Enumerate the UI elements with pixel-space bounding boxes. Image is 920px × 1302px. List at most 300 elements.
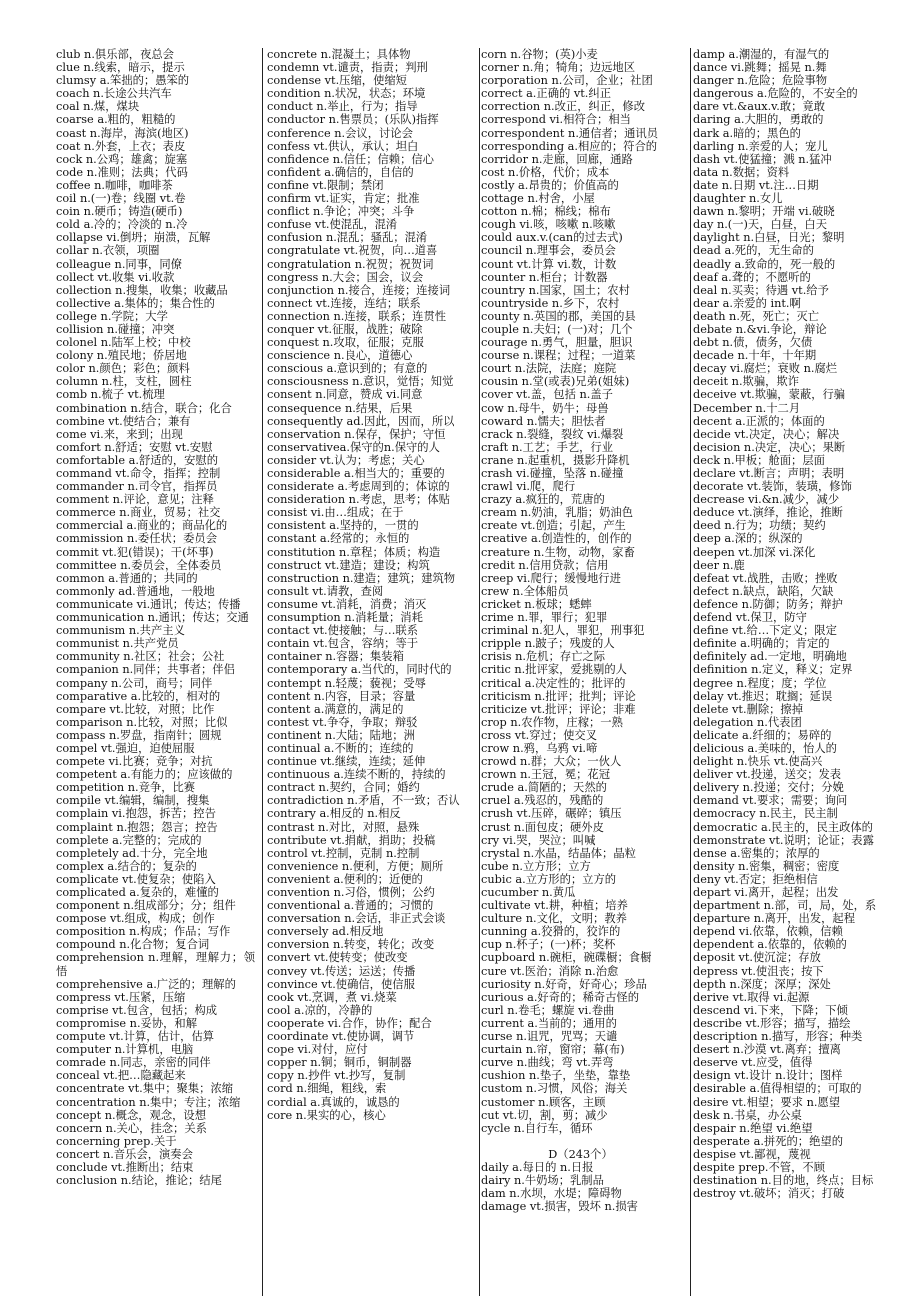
vocabulary-entry: companion n.同伴；共事者；伴侣 <box>56 663 235 677</box>
vocabulary-entry: could aux.v.(can的过去式) <box>481 231 623 245</box>
vocabulary-entry: concentrate vt.集中；聚集；浓缩 <box>56 1082 234 1096</box>
vocabulary-entry: control vt.控制，克制 n.控制 <box>267 846 420 860</box>
vocabulary-entry: danger n.危险；危险事物 <box>693 74 828 88</box>
vocabulary-entry: depth n.深度；深厚；深处 <box>693 977 831 991</box>
vocabulary-entry: corridor n.走廊，回廊，通路 <box>481 152 633 166</box>
vocabulary-entry: contradiction n.矛盾，不一致；否认 <box>267 794 460 808</box>
vocabulary-entry: dairy n.牛奶场；乳制品 <box>481 1173 604 1187</box>
vocabulary-entry: contain vt.包含，容纳；等于 <box>267 637 419 651</box>
vocabulary-entry: deepen vt.加深 vi.深化 <box>693 545 816 559</box>
vocabulary-entry: create vt.创造；引起，产生 <box>481 519 626 533</box>
vocabulary-entry: destination n.目的地，终点；目标 <box>693 1174 874 1188</box>
vocabulary-entry: country n.国家，国土；农村 <box>481 283 630 297</box>
vocabulary-entry: count vt.计算 vi.数，计数 <box>481 257 617 271</box>
vocabulary-entry: consent n.同意，赞成 vi.同意 <box>267 388 423 402</box>
vocabulary-entry: comparison n.比较，对照；比似 <box>56 715 228 729</box>
vocabulary-entry: copper n.铜；铜币，铜制器 <box>267 1056 412 1070</box>
vocabulary-entry: custom n.习惯，风俗；海关 <box>481 1082 628 1096</box>
vocabulary-entry: deck n.甲板；舱面；层面 <box>693 453 825 467</box>
vocabulary-entry: crazy a.疯狂的，荒唐的 <box>481 493 605 507</box>
vocabulary-entry: confident a.确信的，自信的 <box>267 165 414 179</box>
vocabulary-entry: decade n.十年，十年期 <box>693 349 817 363</box>
vocabulary-entry: crane n.起重机，摄影升降机 <box>481 453 630 467</box>
column-divider <box>262 48 263 1296</box>
vocabulary-entry: contact vt.使接触；与…联系 <box>267 624 419 638</box>
vocabulary-entry: cow n.母牛，奶牛；母兽 <box>481 401 609 415</box>
vocabulary-entry: dead a.死的，无生命的 <box>693 244 814 258</box>
vocabulary-entry: coin n.硬币；铸造(硬币) <box>56 205 183 219</box>
vocabulary-entry: deliver vt.投递，送交；发表 <box>693 768 842 782</box>
vocabulary-entry: decision n.决定，决心；果断 <box>693 440 846 454</box>
vocabulary-entry: culture n.文化，文明；教养 <box>481 912 627 926</box>
vocabulary-entry: correct a.正确的 vt.纠正 <box>481 87 611 101</box>
vocabulary-entry: consume vt.消耗，消费；消灭 <box>267 597 427 611</box>
vocabulary-entry: complete a.完整的；完成的 <box>56 833 202 847</box>
vocabulary-entry: convenience n.便利，方便；厕所 <box>267 859 444 873</box>
vocabulary-entry: corresponding a.相应的；符合的 <box>481 139 658 153</box>
vocabulary-entry: curiosity n.好奇，好奇心；珍品 <box>481 977 647 991</box>
vocabulary-entry: conference n.会议，讨论会 <box>267 126 413 140</box>
vocabulary-entry: defect n.缺点，缺陷，欠缺 <box>693 584 834 598</box>
vocabulary-entry: commit vt.犯(错误)；干(坏事) <box>56 545 214 559</box>
vocabulary-entry: college n.学院；大学 <box>56 309 168 323</box>
vocabulary-entry: daylight n.白昼，日光；黎明 <box>693 231 845 245</box>
vocabulary-entry: conclude vt.推断出；结束 <box>56 1160 194 1174</box>
vocabulary-entry: death n.死，死亡；灭亡 <box>693 309 820 323</box>
vocabulary-entry: descend vi.下来，下降；下倾 <box>693 1003 848 1017</box>
vocabulary-entry: cultivate vt.耕，种植；培养 <box>481 899 628 913</box>
vocabulary-entry: define vt.给…下定义；限定 <box>693 624 837 638</box>
vocabulary-column-2 <box>259 48 472 1296</box>
vocabulary-entry: dark a.暗的；黑色的 <box>693 126 801 140</box>
vocabulary-entry: cup n.杯子；(一)杯；奖杯 <box>481 938 616 952</box>
vocabulary-entry: congratulate vt.祝贺，向…道喜 <box>267 244 438 258</box>
vocabulary-entry: continual a.不断的；连续的 <box>267 741 414 755</box>
vocabulary-entry: cope vi.对付，应付 <box>267 1043 368 1057</box>
vocabulary-entry: compel vt.强迫，迫使屈服 <box>56 741 195 755</box>
vocabulary-entry: compass n.罗盘，指南针；圆规 <box>56 728 222 742</box>
vocabulary-entry: debt n.债，债务，欠债 <box>693 336 813 350</box>
vocabulary-entry: complicate vt.使复杂；使陷入 <box>56 872 216 886</box>
vocabulary-entry: demand vt.要求；需要；询问 <box>693 794 848 808</box>
vocabulary-entry: container n.容器；集装箱 <box>267 650 404 664</box>
vocabulary-entry: despite prep.不管，不顾 <box>693 1160 825 1174</box>
vocabulary-entry: conservation n.保存，保护；守恒 <box>267 427 446 441</box>
vocabulary-entry: design vt.设计 n.设计；图样 <box>693 1069 843 1083</box>
vocabulary-column-3 <box>472 48 684 1296</box>
vocabulary-entry: concerning prep.关于 <box>56 1134 177 1148</box>
vocabulary-entry: communicate vi.通讯；传达；传播 <box>56 597 241 611</box>
vocabulary-entry: curtain n.帘，窗帘；幕(布) <box>481 1043 625 1057</box>
vocabulary-entry: compose vt.组成，构成；创作 <box>56 912 215 926</box>
vocabulary-entry: deduce vt.演绎，推论，推断 <box>693 506 843 520</box>
vocabulary-entry: clumsy a.笨拙的；愚笨的 <box>56 74 190 88</box>
vocabulary-entry: coat n.外套，上衣；表皮 <box>56 139 186 153</box>
vocabulary-entry: data n.数据；资料 <box>693 165 790 179</box>
vocabulary-entry: desperate a.拼死的；绝望的 <box>693 1134 843 1148</box>
vocabulary-entry: county n.英国的郡，美国的县 <box>481 309 636 323</box>
vocabulary-entry: consequence n.结果，后果 <box>267 401 413 415</box>
vocabulary-entry: coffee n.咖啡，咖啡茶 <box>56 178 173 192</box>
vocabulary-entry: coarse a.粗的，粗糙的 <box>56 113 176 127</box>
vocabulary-entry: cruel a.残忍的，残酷的 <box>481 794 604 808</box>
vocabulary-entry: conduct n.举止，行为；指导 <box>267 100 418 114</box>
vocabulary-entry: complain vi.抱怨，拆苦；控告 <box>56 807 216 821</box>
vocabulary-entry: convention n.习俗，惯例；公约 <box>267 886 435 899</box>
vocabulary-entry: collision n.碰撞；冲突 <box>56 322 175 336</box>
vocabulary-entry: consideration n.考虑，思考；体贴 <box>267 493 450 507</box>
vocabulary-entry: copy n.抄件 vt.抄写，复制 <box>267 1069 406 1083</box>
vocabulary-entry: despise vt.鄙视，蔑视 <box>693 1147 811 1161</box>
vocabulary-entry: crop n.农作物，庄稼；一熟 <box>481 715 623 729</box>
vocabulary-entry: conclusion n.结论，推论；结尾 <box>56 1174 222 1188</box>
vocabulary-entry: craft n.工艺；手艺，行业 <box>481 440 614 454</box>
vocabulary-entry: daring a.大胆的，勇敢的 <box>693 113 824 127</box>
vocabulary-entry: cubic a.立方形的；立方的 <box>481 872 617 886</box>
vocabulary-entry: delight n.快乐 vt.使高兴 <box>693 755 823 769</box>
vocabulary-entry: constant a.经常的；永恒的 <box>267 532 410 546</box>
vocabulary-entry: crew n.全体船员 <box>481 584 569 598</box>
vocabulary-entry: defend vt.保卫，防守 <box>693 611 807 625</box>
vocabulary-entry: compile vt.编辑，编制，搜集 <box>56 794 210 808</box>
vocabulary-entry: cupboard n.碗柜，碗碟橱；食橱 <box>481 951 652 965</box>
vocabulary-entry: description n.描写，形容；种类 <box>693 1030 863 1044</box>
vocabulary-entry: content a.满意的，满足的 <box>267 702 404 716</box>
vocabulary-entry: comprehensive a.广泛的；理解的 <box>56 977 236 991</box>
vocabulary-entry: combination n.结合，联合；化合 <box>56 401 232 415</box>
vocabulary-entry: credit n.信用贷款；信用 <box>481 558 609 572</box>
vocabulary-entry: commercial a.商业的；商品化的 <box>56 519 228 533</box>
vocabulary-entry: consist vi.由…组成；在于 <box>267 506 404 520</box>
vocabulary-entry: club n.俱乐部，夜总会 <box>56 48 174 61</box>
vocabulary-entry: comrade n.同志，亲密的同伴 <box>56 1056 211 1070</box>
vocabulary-entry: definitely ad.一定地，明确地 <box>693 650 847 664</box>
vocabulary-entry: commission n.委任状；委员会 <box>56 532 217 546</box>
vocabulary-entry: comb n.梳子 vt.梳理 <box>56 388 165 402</box>
vocabulary-entry: creative a.创造性的，创作的 <box>481 532 632 546</box>
vocabulary-entry: conductor n.售票员；(乐队)指挥 <box>267 113 439 127</box>
vocabulary-entry: convince vt.使确信，使信服 <box>267 977 415 991</box>
vocabulary-entry: despair n.绝望 vi.绝望 <box>693 1121 813 1135</box>
vocabulary-entry: continue vt.继续，连续；延伸 <box>267 755 426 769</box>
vocabulary-entry: costly a.昂贵的；价值高的 <box>481 178 619 192</box>
vocabulary-entry: component n.组成部分；分；组件 <box>56 899 236 913</box>
vocabulary-entry: cool a.凉的，冷静的 <box>267 1003 373 1017</box>
vocabulary-entry: colonel n.陆军上校；中校 <box>56 336 191 350</box>
vocabulary-entry: date n.日期 vt.注…日期 <box>693 178 819 192</box>
vocabulary-entry: conventional a.普通的；习惯的 <box>267 899 434 913</box>
vocabulary-entry: cover vt.盖，包括 n.盖子 <box>481 388 613 402</box>
vocabulary-entry: collect vt.收集 vi.收款 <box>56 270 175 284</box>
vocabulary-entry: customer n.顾客，主顾 <box>481 1095 606 1109</box>
vocabulary-entry: cost n.价格，代价；成本 <box>481 165 610 179</box>
vocabulary-entry: damage vt.损害，毁坏 n.损害 <box>481 1200 638 1214</box>
vocabulary-entry: concern n.关心，挂念；关系 <box>56 1121 207 1135</box>
vocabulary-entry: describe vt.形容；描写，描绘 <box>693 1016 851 1030</box>
vocabulary-entry: desirable a.值得相望的；可取的 <box>693 1082 862 1096</box>
vocabulary-entry: company n.公司，商号；同伴 <box>56 676 213 690</box>
vocabulary-entry: corn n.谷物；(英)小麦 <box>481 48 598 61</box>
vocabulary-entry: contrast n.对比，对照，悬殊 <box>267 820 420 834</box>
vocabulary-entry: conquer vt.征服，战胜；破除 <box>267 322 423 336</box>
vocabulary-entry: consciousness n.意识，觉悟；知觉 <box>267 375 454 389</box>
vocabulary-entry: crisis n.危机；存亡之际 <box>481 650 606 664</box>
vocabulary-entry: collapse vi.倒坍；崩溃，瓦解 <box>56 231 211 245</box>
vocabulary-entry: dare vt.&aux.v.敢；竟敢 <box>693 100 826 114</box>
vocabulary-entry: damp a.潮湿的，有湿气的 <box>693 48 830 61</box>
vocabulary-entry: destroy vt.破坏；消灭；打破 <box>693 1187 845 1201</box>
vocabulary-entry: desert n.沙漠 vt.离弃；擅离 <box>693 1043 841 1057</box>
vocabulary-entry: conversely ad.相反地 <box>267 925 384 939</box>
vocabulary-entry: departure n.离开，出发，起程 <box>693 912 856 926</box>
vocabulary-entry: creep vi.爬行；缓慢地行进 <box>481 571 621 585</box>
vocabulary-entry: considerate a.考虑周到的；体谅的 <box>267 480 450 494</box>
vocabulary-entry: collar n.衣领，项圈 <box>56 244 160 258</box>
vocabulary-entry: concentration n.集中；专注；浓缩 <box>56 1095 241 1109</box>
vocabulary-entry: conscious a.意识到的；有意的 <box>267 362 428 376</box>
vocabulary-entry: clue n.线索，暗示，提示 <box>56 61 185 75</box>
vocabulary-entry: defence n.防御；防务；辩护 <box>693 597 843 611</box>
vocabulary-entry: cord n.细绳，粗线，索 <box>267 1082 387 1096</box>
vocabulary-entry: creature n.生物，动物，家畜 <box>481 545 635 559</box>
vocabulary-entry: declare vt.断言；声明；表明 <box>693 467 845 480</box>
vocabulary-entry: corporation n.公司，企业；社团 <box>481 74 653 88</box>
vocabulary-entry: conservativea.保守的n.保守的人 <box>267 440 440 454</box>
vocabulary-entry: complex a.结合的；复杂的 <box>56 859 197 873</box>
vocabulary-entry: concept n.概念，观念，设想 <box>56 1108 207 1122</box>
vocabulary-entry: consider vt.认为；考虑；关心 <box>267 453 425 467</box>
vocabulary-entry: depend vi.依靠，依赖，信赖 <box>693 925 843 939</box>
section-heading: D（243个） <box>548 1147 613 1161</box>
vocabulary-entry: desire vt.相望；要求 n.愿望 <box>693 1095 841 1109</box>
vocabulary-entry: cripple n.跛子；残废的人 <box>481 637 615 651</box>
vocabulary-entry: confusion n.混乱；骚乱；混淆 <box>267 231 428 245</box>
vocabulary-entry: delicate a.纤细的；易碎的 <box>693 728 832 742</box>
vocabulary-entry: code n.准则；法典；代码 <box>56 165 188 179</box>
vocabulary-entry: communist n.共产党员 <box>56 637 179 651</box>
vocabulary-entry: daily a.每日的 n.日报 <box>481 1160 594 1174</box>
vocabulary-entry: consumption n.消耗量；消耗 <box>267 611 423 625</box>
vocabulary-entry: dear a.亲爱的 int.啊 <box>693 296 801 310</box>
vocabulary-entry: court n.法院，法庭；庭院 <box>481 362 617 376</box>
vocabulary-entry: convenient a.便利的；近便的 <box>267 872 423 886</box>
vocabulary-entry: cube n.立方形；立方 <box>481 859 591 873</box>
vocabulary-entry: defeat vt.战胜，击败；挫败 <box>693 571 838 585</box>
vocabulary-entry: convey vt.传送；运送；传播 <box>267 964 416 978</box>
vocabulary-entry: decrease vi.&n.减少，减少 <box>693 493 840 507</box>
vocabulary-entry: dance vi.跳舞；摇晃 n.舞 <box>693 61 827 75</box>
vocabulary-entry: commander n.司令官，指挥员 <box>56 480 218 494</box>
vocabulary-entry: decide vt.决定，决心；解决 <box>693 427 840 441</box>
vocabulary-entry: cock n.公鸡；雄禽；旋塞 <box>56 152 188 166</box>
vocabulary-entry: congratulation n.祝贺；祝贺词 <box>267 257 434 271</box>
vocabulary-entry: corner n.角；犄角；边远地区 <box>481 61 636 75</box>
vocabulary-entry: conceal vt.把…隐藏起来 <box>56 1069 186 1083</box>
vocabulary-entry: contribute vt.捐献，捐助；投稿 <box>267 833 436 847</box>
vocabulary-entry: connection n.连接，联系；连贯性 <box>267 309 447 323</box>
vocabulary-entry: depart vi.离开，起程；出发 <box>693 886 839 899</box>
vocabulary-entry: crack n.裂缝，裂纹 vi.爆裂 <box>481 427 624 441</box>
vocabulary-entry: contract n.契约，合同；婚约 <box>267 781 420 795</box>
vocabulary-entry: composition n.构成；作品；写作 <box>56 925 231 939</box>
vocabulary-entry: council n.理事会，委员会 <box>481 244 616 258</box>
vocabulary-entry: delivery n.投递；交付；分娩 <box>693 781 844 795</box>
vocabulary-entry: deer n.鹿 <box>693 558 745 572</box>
vocabulary-entry: complicated a.复杂的，难懂的 <box>56 886 219 899</box>
vocabulary-entry: dense a.密集的；浓厚的 <box>693 846 820 860</box>
vocabulary-entry: conversion n.转变，转化；改变 <box>267 938 435 952</box>
vocabulary-entry: crown n.王冠，冕；花冠 <box>481 768 611 782</box>
vocabulary-entry: debate n.&vi.争论，辩论 <box>693 322 827 336</box>
vocabulary-entry: compromise n.妥协，和解 <box>56 1016 198 1030</box>
vocabulary-entry: contempt n.轻蔑；藐视；受辱 <box>267 676 426 690</box>
vocabulary-entry: crust n.面包皮；硬外皮 <box>481 820 604 834</box>
vocabulary-entry: cushion n.垫子，坐垫，靠垫 <box>481 1069 631 1083</box>
vocabulary-entry: confess vt.供认，承认；坦白 <box>267 139 419 153</box>
vocabulary-entry: deadly a.致命的，死一般的 <box>693 257 836 271</box>
vocabulary-entry: completely ad.十分，完全地 <box>56 846 208 860</box>
vocabulary-entry: counter n.柜台；计数器 <box>481 270 608 284</box>
vocabulary-entry: computer n.计算机，电脑 <box>56 1043 194 1057</box>
vocabulary-entry: decay vi.腐烂；衰败 n.腐烂 <box>693 362 838 376</box>
vocabulary-entry: derive vt.取得 vi.起源 <box>693 990 810 1004</box>
vocabulary-entry: comprise vt.包含，包括；构成 <box>56 1003 218 1017</box>
vocabulary-entry: cricket n.板球；蟋蟀 <box>481 597 592 611</box>
vocabulary-entry: coil n.(一)卷；线圈 vt.卷 <box>56 192 186 206</box>
vocabulary-entry: consistent a.坚持的，一贯的 <box>267 519 419 533</box>
vocabulary-entry: cream n.奶油，乳脂；奶油色 <box>481 506 633 520</box>
vocabulary-entry: commonly ad.普通地，一般地 <box>56 584 215 598</box>
vocabulary-entry: compute vt.计算，估计，估算 <box>56 1030 215 1044</box>
vocabulary-entry: deal n.买卖；待遇 vt.给予 <box>693 283 829 297</box>
vocabulary-entry: crash vi.碰撞，坠落 n.碰撞 <box>481 467 624 480</box>
vocabulary-entry: dam n.水坝，水堤；障碍物 <box>481 1187 622 1201</box>
vocabulary-entry: degree n.程度；度；学位 <box>693 676 827 690</box>
vocabulary-entry: desk n.书桌，办公桌 <box>693 1108 802 1122</box>
vocabulary-entry: countryside n.乡下，农村 <box>481 296 620 310</box>
vocabulary-entry: deceit n.欺骗，欺诈 <box>693 375 800 389</box>
vocabulary-entry: competition n.竞争，比赛 <box>56 781 196 795</box>
vocabulary-page <box>56 48 906 1296</box>
vocabulary-entry: command vt.命令，指挥；控制 <box>56 467 221 480</box>
vocabulary-entry: December n.十二月 <box>693 401 801 415</box>
vocabulary-entry: deserve vt.应受，值得 <box>693 1056 813 1070</box>
vocabulary-entry: crowd n.群；大众；一伙人 <box>481 755 622 769</box>
vocabulary-entry: convert vt.使转变；使改变 <box>267 951 408 965</box>
vocabulary-entry: crude a.简陋的；天然的 <box>481 781 607 795</box>
vocabulary-entry: come vi.来，来到；出现 <box>56 427 183 441</box>
vocabulary-entry: criticize vt.批评；评论；非难 <box>481 702 636 716</box>
vocabulary-entry: cycle n.自行车，循环 <box>481 1121 593 1135</box>
vocabulary-entry: construction n.建造；建筑；建筑物 <box>267 571 456 585</box>
vocabulary-entry: coach n.长途公共汽车 <box>56 87 172 101</box>
vocabulary-entry: definition n.定义，释义；定界 <box>693 663 853 677</box>
vocabulary-entry: cooperate vi.合作，协作；配合 <box>267 1016 432 1030</box>
vocabulary-entry: decent a.正派的；体面的 <box>693 414 825 428</box>
vocabulary-entry: constitution n.章程；体质；构造 <box>267 545 441 559</box>
vocabulary-entry: complaint n.抱怨；怨言；控告 <box>56 820 218 834</box>
vocabulary-entry: coast n.海岸，海滨(地区) <box>56 126 189 140</box>
vocabulary-entry: coward n.懦夫；胆怯者 <box>481 414 606 428</box>
vocabulary-entry: communication n.通讯；传达；交通 <box>56 611 249 625</box>
vocabulary-entry: deaf a.聋的；不愿听的 <box>693 270 811 284</box>
vocabulary-entry: decorate vt.装饰，装璜，修饰 <box>693 480 852 494</box>
vocabulary-entry: cotton n.棉；棉线；棉布 <box>481 205 611 219</box>
vocabulary-entry: crush vt.压碎，碾碎；镇压 <box>481 807 622 821</box>
vocabulary-entry: considerable a.相当大的；重要的 <box>267 467 445 480</box>
vocabulary-entry: deposit vt.使沉淀；存放 <box>693 951 821 965</box>
vocabulary-entry: delicious a.美味的，怡人的 <box>693 741 837 755</box>
vocabulary-entry: curse n.诅咒，咒骂；天谴 <box>481 1030 618 1044</box>
vocabulary-entry: curve n.曲线；弯 vt.弄弯 <box>481 1056 614 1070</box>
vocabulary-entry: communism n.共产主义 <box>56 624 185 638</box>
vocabulary-entry: condition n.状况，状态；环境 <box>267 87 426 101</box>
vocabulary-entry: demonstrate vt.说明；论证；表露 <box>693 833 874 847</box>
vocabulary-entry: consult vt.请教，查阅 <box>267 584 384 598</box>
vocabulary-entry: democracy n.民主，民主制 <box>693 807 838 821</box>
vocabulary-entry: conjunction n.接合，连接；连接词 <box>267 283 451 297</box>
vocabulary-entry: contest vt.争夺，争取；辩驳 <box>267 715 418 729</box>
vocabulary-entry: confine vt.限制；禁闭 <box>267 178 384 192</box>
vocabulary-entry: dependent a.依靠的，依赖的 <box>693 938 847 952</box>
vocabulary-column-1 <box>56 48 259 1296</box>
vocabulary-entry: dangerous a.危险的，不安全的 <box>693 87 858 101</box>
vocabulary-entry: cry vi.哭，哭泣；叫喊 <box>481 833 596 847</box>
vocabulary-entry: course n.课程；过程；一道菜 <box>481 349 636 363</box>
vocabulary-entry: commerce n.商业，贸易；社交 <box>56 506 221 520</box>
vocabulary-entry: conquest n.攻取，征服；克服 <box>267 336 424 350</box>
vocabulary-entry: deny vt.否定；拒绝相信 <box>693 872 818 886</box>
vocabulary-entry: curl n.卷毛；螺旋 vi.卷曲 <box>481 1003 615 1017</box>
vocabulary-entry: community n.社区；社会；公社 <box>56 650 225 664</box>
vocabulary-entry: concert n.音乐会，演奏会 <box>56 1147 193 1161</box>
vocabulary-entry: cure vt.医治；消除 n.治愈 <box>481 964 619 978</box>
vocabulary-entry: common a.普通的；共同的 <box>56 571 198 585</box>
vocabulary-entry: color n.颜色；彩色；颜料 <box>56 362 190 376</box>
vocabulary-entry: competent a.有能力的；应该做的 <box>56 768 233 782</box>
vocabulary-entry: delete vt.删除；擦掉 <box>693 702 804 716</box>
vocabulary-entry: consequently ad.因此，因而，所以 <box>267 414 455 428</box>
vocabulary-entry: deceive vt.欺骗，蒙蔽，行骗 <box>693 388 846 402</box>
vocabulary-entry: confirm vt.证实，肯定；批准 <box>267 192 420 206</box>
vocabulary-entry: democratic a.民主的，民主政体的 <box>693 820 873 834</box>
vocabulary-entry: compare vt.比较，对照；比作 <box>56 702 215 716</box>
vocabulary-entry: cold a.冷的；冷淡的 n.冷 <box>56 218 188 232</box>
vocabulary-entry: crime n.罪，罪行；犯罪 <box>481 611 608 625</box>
vocabulary-entry: compound n.化合物；复合词 <box>56 938 210 952</box>
vocabulary-entry: definite a.明确的；肯定的 <box>693 637 830 651</box>
vocabulary-entry: coal n.煤，煤块 <box>56 100 140 114</box>
vocabulary-entry: compete vi.比赛；竞争；对抗 <box>56 755 213 769</box>
vocabulary-entry: crystal n.水晶，结晶体；晶粒 <box>481 846 636 860</box>
vocabulary-entry: colleague n.同事，同僚 <box>56 257 182 271</box>
vocabulary-entry: congress n.大会；国会，议会 <box>267 270 424 284</box>
vocabulary-entry: crawl vi.爬，爬行 <box>481 480 576 494</box>
vocabulary-entry: cousin n.堂(或表)兄弟(姐妹) <box>481 375 630 389</box>
vocabulary-entry: correspondent n.通信者；通讯员 <box>481 126 658 140</box>
vocabulary-entry: delegation n.代表团 <box>693 715 802 729</box>
vocabulary-entry: content n.内容，目录；容量 <box>267 689 416 703</box>
vocabulary-entry: cut vt.切，割，剪；减少 <box>481 1108 608 1122</box>
vocabulary-entry: confuse vt.使混乱，混淆 <box>267 218 398 232</box>
vocabulary-entry: collective a.集体的；集合性的 <box>56 296 215 310</box>
vocabulary-entry: critic n.批评家，爱挑剔的人 <box>481 663 627 677</box>
vocabulary-entry: comprehension n.理解，理解力；领悟 <box>56 951 255 978</box>
vocabulary-entry: comfort n.舒适；安慰 vt.安慰 <box>56 440 213 454</box>
vocabulary-entry: density n.密集，稠密；密度 <box>693 859 840 873</box>
vocabulary-entry: colony n.殖民地；侨居地 <box>56 349 187 363</box>
vocabulary-entry: current a.当前的；通用的 <box>481 1016 617 1030</box>
